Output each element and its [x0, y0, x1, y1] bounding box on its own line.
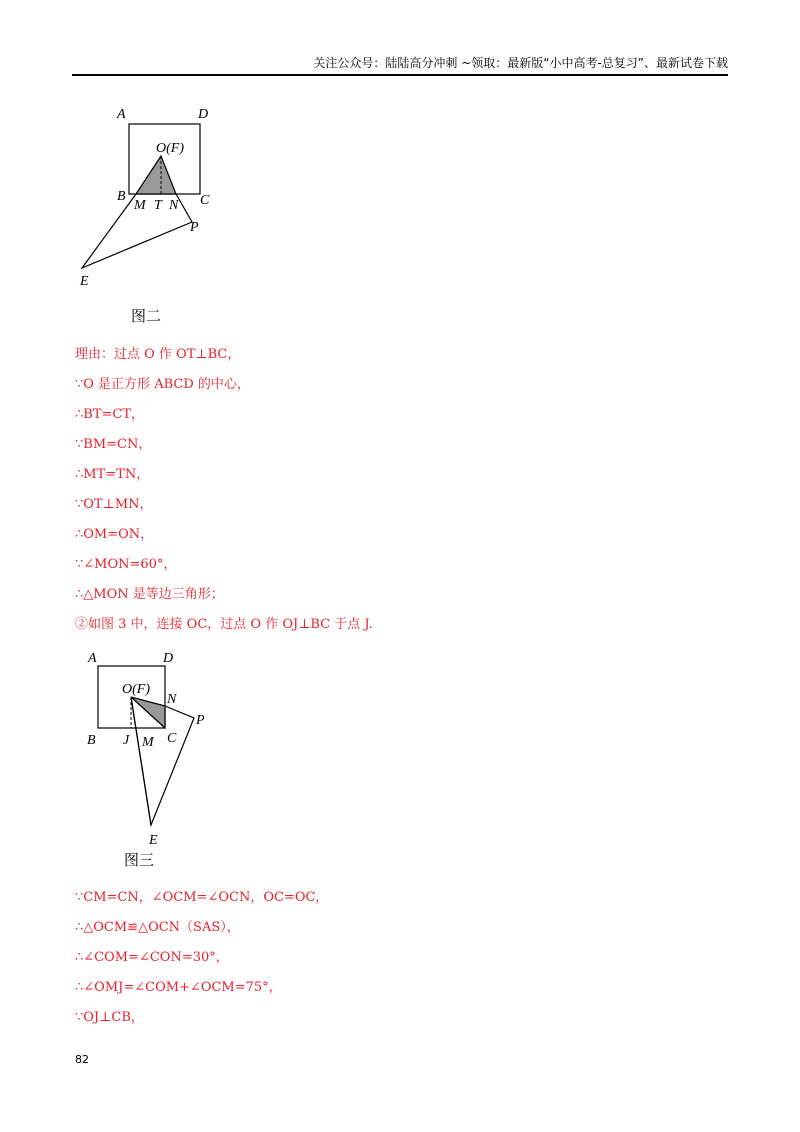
label-p: P	[196, 713, 205, 728]
label-e: E	[80, 274, 89, 289]
figure-3	[80, 645, 240, 850]
label-m: M	[142, 735, 154, 750]
proof-line: ∵∠MON=60°，	[75, 557, 177, 572]
label-a: A	[117, 107, 126, 122]
figure-2	[70, 100, 240, 295]
label-m: M	[134, 198, 146, 213]
proof-line: ∵OJ⊥CB，	[75, 1010, 144, 1025]
label-n: N	[167, 692, 177, 707]
proof-line: ∴OM=ON，	[75, 527, 154, 542]
label-p: P	[190, 220, 199, 235]
label-c: C	[200, 193, 210, 208]
label-a: A	[88, 651, 97, 666]
label-d: D	[163, 651, 174, 666]
proof-line: ∵OT⊥MN，	[75, 497, 153, 512]
proof-line: ∴∠COM=∠CON=30°，	[75, 950, 229, 965]
page-number: 82	[75, 1053, 89, 1066]
label-o: O(F)	[156, 141, 184, 156]
figure-3-diagram	[80, 645, 240, 850]
header-text: 关注公众号：陆陆高分冲刺 ~领取：最新版“小中高考-总复习”、最新试卷下载	[313, 56, 728, 70]
label-b: B	[117, 189, 126, 204]
proof-line: ∴∠OMJ=∠COM+∠OCM=75°，	[75, 980, 282, 995]
figure-2-diagram	[70, 100, 240, 295]
proof-line: ∴BT=CT，	[75, 407, 145, 422]
label-o: O(F)	[122, 682, 150, 697]
proof-line: ∵CM=CN，∠OCM=∠OCN，OC=OC，	[75, 890, 329, 905]
proof-line: ②如图 3 中，连接 OC，过点 O 作 OJ⊥BC 于点 J.	[75, 617, 373, 632]
proof-line: ∵O 是正方形 ABCD 的中心，	[75, 377, 250, 392]
proof-line: ∴△OCM≌△OCN（SAS），	[75, 920, 240, 935]
page-header	[72, 54, 728, 76]
label-d: D	[198, 107, 209, 122]
proof-line: 理由：过点 O 作 OT⊥BC，	[75, 347, 241, 362]
label-t: T	[154, 198, 162, 213]
segment-fe	[131, 697, 151, 825]
label-e: E	[149, 833, 158, 848]
figure-3-caption: 图三	[124, 851, 155, 869]
label-j: J	[123, 733, 130, 748]
label-c: C	[167, 731, 177, 746]
shaded-triangle-omn	[136, 156, 176, 194]
proof-line: ∵BM=CN，	[75, 437, 152, 452]
proof-line: ∴MT=TN，	[75, 467, 150, 482]
figure-2-caption: 图二	[131, 307, 162, 325]
label-n: N	[169, 198, 179, 213]
proof-line: ∴△MON 是等边三角形；	[75, 587, 224, 602]
label-b: B	[87, 733, 96, 748]
